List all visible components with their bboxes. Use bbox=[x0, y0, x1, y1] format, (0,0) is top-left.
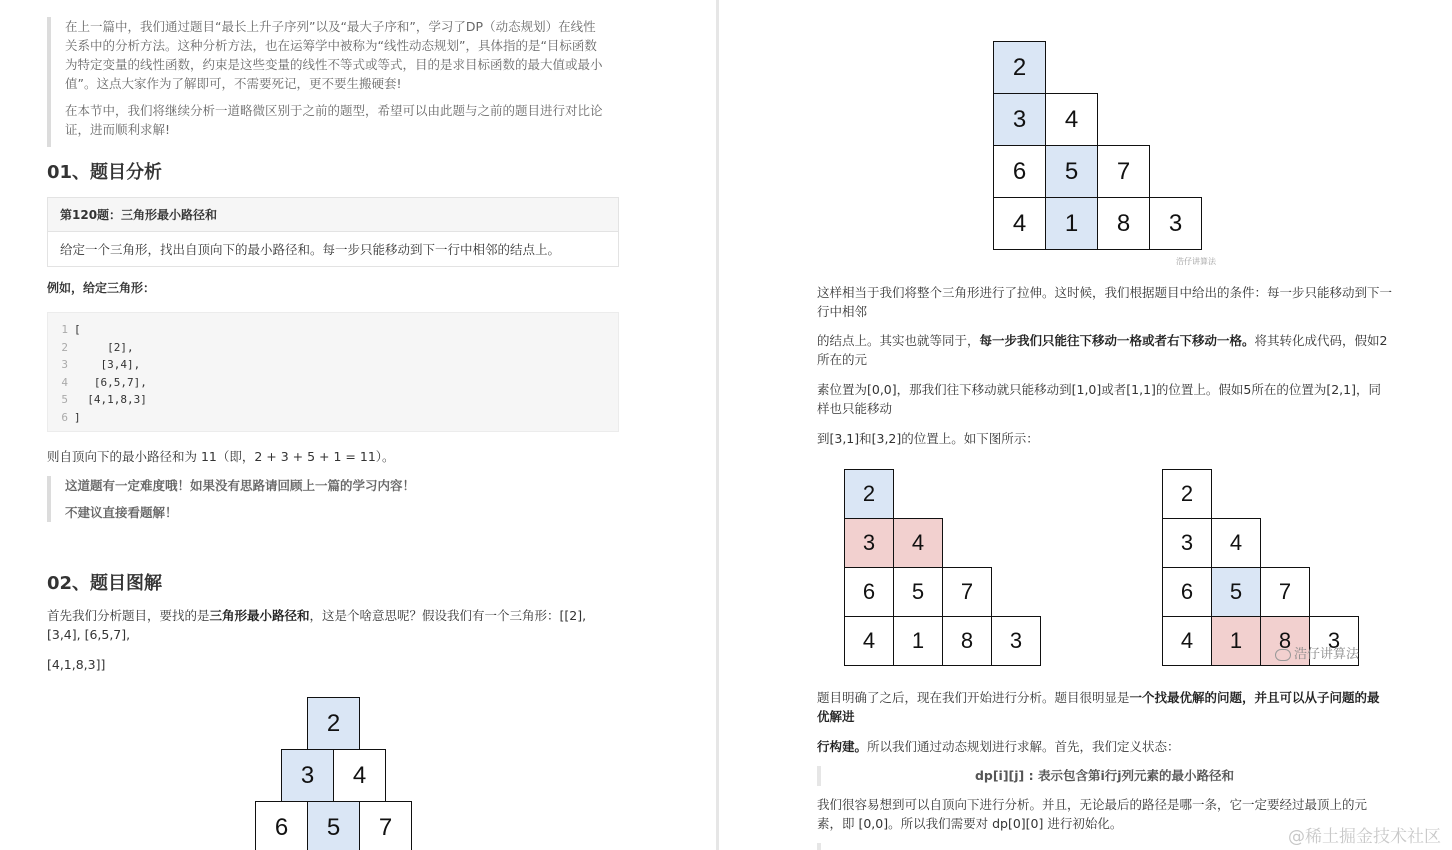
dp-definition: dp[i][j] : 表示包含第i行j列元素的最小路径和 bbox=[974, 768, 1235, 783]
intro-quote bbox=[47, 17, 607, 147]
diagram-b-cell: 3 bbox=[1309, 616, 1359, 666]
diagram-b-cell: 5 bbox=[1211, 567, 1261, 617]
pyramid-cell: 2 bbox=[307, 697, 360, 750]
diagram-a-cell: 7 bbox=[942, 567, 992, 617]
diagram-a-cell: 4 bbox=[893, 518, 943, 568]
analysis-text-bold: 三角形最小路径和 bbox=[209, 608, 310, 623]
problem-card bbox=[47, 197, 619, 267]
line-number: 5 bbox=[61, 393, 68, 406]
paragraph-4: 到[3,1]和[3,2]的位置上。如下图所示： bbox=[817, 431, 1039, 446]
paragraph-2-part: 的结点上。其实也就等同于， bbox=[817, 333, 980, 348]
stair-cell: 4 bbox=[1045, 93, 1098, 146]
code-text: [ bbox=[74, 323, 81, 336]
site-watermark: @稀土掘金技术社区 bbox=[1288, 827, 1441, 847]
code-text: ] bbox=[74, 410, 81, 424]
warning-line-2: 不建议直接看题解！ bbox=[65, 505, 178, 520]
line-number: 1 bbox=[61, 323, 68, 336]
watermark-large bbox=[1275, 643, 1359, 662]
line-number: 3 bbox=[61, 358, 68, 371]
result-text: 则自顶向下的最小路径和为 11（即，2 + 3 + 5 + 1 = 11）。 bbox=[47, 449, 395, 464]
analysis-text-part: ，这是个啥意思呢？假设我们有一个三角形：[[2], [3,4], [6,5,7], bbox=[47, 608, 587, 642]
diagram-a-cell: 1 bbox=[893, 616, 943, 666]
code-line bbox=[48, 356, 618, 374]
pyramid-cell: 3 bbox=[281, 749, 334, 802]
watermark-large-text: 浩仔讲算法 bbox=[1294, 647, 1360, 662]
analysis-text-part: 首先我们分析题目，要找的是 bbox=[47, 608, 210, 623]
diagram-b-cell: 2 bbox=[1162, 469, 1212, 519]
diagram-a-cell: 5 bbox=[893, 567, 943, 617]
section-1-title: 01、题目分析 bbox=[47, 162, 163, 183]
code-text: [4,1,8,3] bbox=[74, 393, 147, 406]
paragraph-6 bbox=[817, 737, 1392, 756]
intro-quote-para-2: 在本节中，我们将继续分析一道略微区别于之前的题型，希望可以由此题与之前的题目进行对比论证，进而顺利求解! bbox=[65, 103, 603, 137]
diagram-b-cell: 4 bbox=[1162, 616, 1212, 666]
problem-card-body: 给定一个三角形，找出自顶向下的最小路径和。每一步只能移动到下一行中相邻的结点上。 bbox=[60, 242, 561, 257]
paragraph-2-bold: 每一步我们只能往下移动一格或者右下移动一格。 bbox=[979, 333, 1255, 348]
paragraph-6-part: 所以我们通过动态规划进行求解。首先，我们定义状态： bbox=[867, 739, 1180, 754]
section-2-title: 02、题目图解 bbox=[47, 573, 163, 594]
wechat-icon bbox=[1275, 649, 1291, 661]
diagram-a-cell: 4 bbox=[844, 616, 894, 666]
paragraph-2 bbox=[817, 331, 1392, 369]
code-line bbox=[48, 391, 618, 409]
paragraph-7: 我们很容易想到可以自顶向下进行分析。并且，无论最后的路径是哪一条，它一定要经过最顶上的元素，即 [0,0]。所以我们需要对 dp[0][0] 进行初始化。 bbox=[817, 797, 1368, 831]
line-number: 6 bbox=[61, 410, 68, 424]
warning-line-1: 这道题有一定难度哦！如果没有思路请回顾上一篇的学习内容！ bbox=[65, 478, 416, 493]
paragraph-5 bbox=[817, 688, 1392, 726]
diagram-a-cell: 2 bbox=[844, 469, 894, 519]
next-quote-bar bbox=[817, 843, 821, 850]
code-text: [2], bbox=[74, 340, 134, 354]
code-line bbox=[48, 374, 618, 392]
watermark-small: 浩仔讲算法 bbox=[1176, 257, 1216, 266]
analysis-text bbox=[47, 606, 607, 644]
diagram-a-cell: 6 bbox=[844, 567, 894, 617]
analysis-text-cont: [4,1,8,3]] bbox=[47, 657, 106, 672]
code-text: [6,5,7], bbox=[74, 375, 147, 389]
pyramid-cell: 7 bbox=[359, 801, 412, 850]
paragraph-6-bold: 行构建。 bbox=[817, 739, 868, 754]
pyramid-cell: 5 bbox=[307, 801, 360, 850]
code-line bbox=[48, 409, 618, 427]
paragraph-3: 素位置为[0,0]，那我们往下移动就只能移动到[1,0]或者[1,1]的位置上。假如5所在的位置为[2,1]，同样也只能移动 bbox=[817, 382, 1381, 416]
stair-cell: 3 bbox=[993, 93, 1046, 146]
right-page bbox=[719, 0, 1452, 850]
pyramid-cell: 6 bbox=[255, 801, 308, 850]
paragraph-1: 这样相当于我们将整个三角形进行了拉伸。这时候，我们根据题目中给出的条件：每一步只能移动到下一行中相邻 bbox=[817, 285, 1393, 319]
stair-cell: 3 bbox=[1149, 197, 1202, 250]
code-block bbox=[47, 312, 619, 432]
stair-cell: 6 bbox=[993, 145, 1046, 198]
stair-cell: 7 bbox=[1097, 145, 1150, 198]
stair-cell: 8 bbox=[1097, 197, 1150, 250]
pyramid-cell: 4 bbox=[333, 749, 386, 802]
diagram-b-cell: 3 bbox=[1162, 518, 1212, 568]
diagram-b-cell: 6 bbox=[1162, 567, 1212, 617]
warning-quote bbox=[47, 476, 607, 522]
code-line bbox=[48, 339, 618, 357]
diagram-a-cell: 8 bbox=[942, 616, 992, 666]
line-number: 4 bbox=[61, 375, 68, 389]
line-number: 2 bbox=[61, 340, 68, 354]
problem-card-title: 第120题：三角形最小路径和 bbox=[48, 198, 618, 232]
stair-cell: 5 bbox=[1045, 145, 1098, 198]
diagram-a-cell: 3 bbox=[844, 518, 894, 568]
example-label: 例如，给定三角形： bbox=[47, 281, 156, 295]
paragraph-2-part: 将其转化成代码，假如2所在的元 bbox=[817, 333, 1388, 367]
diagram-b-cell: 1 bbox=[1211, 616, 1261, 666]
code-text: [3,4], bbox=[74, 358, 141, 371]
stair-cell: 2 bbox=[993, 41, 1046, 94]
stair-cell: 4 bbox=[993, 197, 1046, 250]
paragraph-5-part: 题目明确了之后，现在我们开始进行分析。题目很明显是 bbox=[817, 690, 1130, 705]
diagram-a-cell: 3 bbox=[991, 616, 1041, 666]
code-line bbox=[48, 321, 618, 339]
paragraph-5-bold: 一个找最优解的问题，并且可以从子问题的最优解进 bbox=[817, 690, 1380, 724]
diagram-b-cell: 4 bbox=[1211, 518, 1261, 568]
diagram-b-cell: 8 bbox=[1260, 616, 1310, 666]
stair-cell: 1 bbox=[1045, 197, 1098, 250]
diagram-b-cell: 7 bbox=[1260, 567, 1310, 617]
intro-quote-para-1: 在上一篇中，我们通过题目“最长上升子序列”以及“最大子序和”，学习了DP（动态规划）在线性关系中的分析方法。这种分析方法，也在运筹学中被称为“线性动态规划”，具体指的是“目标函数为特定变量的线性函数，约束是这些变量的线性不等式或等式，目的是求目标函数的最大值或最小值”。这点大家作为了解即可，不需要死记，更不要生搬硬套! bbox=[65, 19, 603, 91]
left-page bbox=[0, 0, 716, 850]
